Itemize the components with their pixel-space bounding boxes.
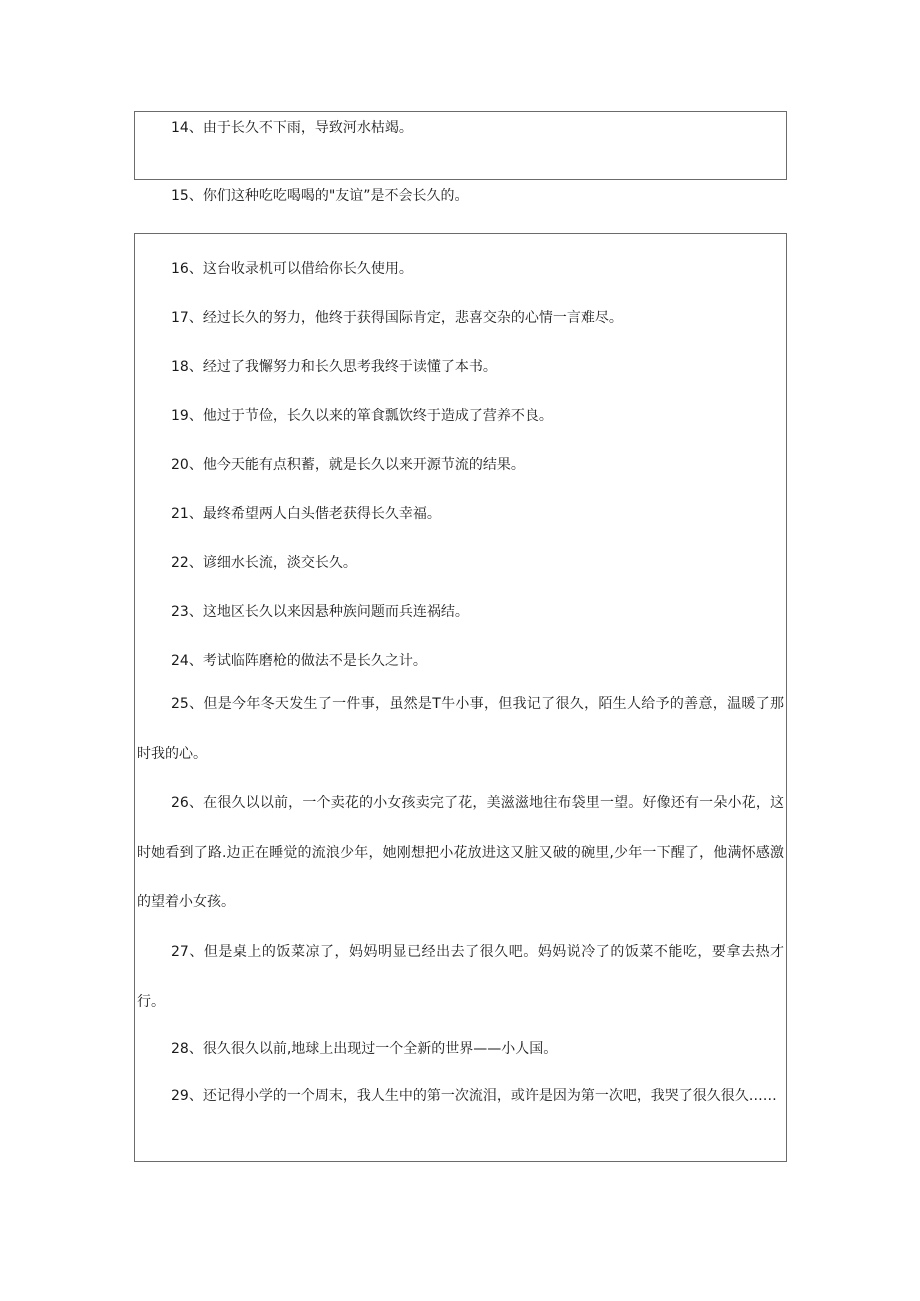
sentence-16: 16、这台收录机可以借给你长久使用。: [171, 261, 413, 277]
sentence-22: 22、谚细水长流，淡交长久。: [171, 555, 357, 571]
sentence-14: 14、由于长久不下雨，导致河水枯竭。: [171, 120, 413, 136]
sentence-24: 24、考试临阵磨枪的做法不是长久之计。: [171, 653, 427, 669]
sentence-18: 18、经过了我懈努力和长久思考我终于读懂了本书。: [171, 359, 497, 375]
sentence-27: 27、但是桌上的饭菜凉了，妈妈明显已经出去了很久吧。妈妈说冷了的饭菜不能吃，要拿去热才行。: [137, 944, 784, 1010]
sentence-23: 23、这地区长久以来因悬种族问题而兵连祸结。: [171, 604, 469, 620]
sentence-20: 20、他今天能有点积蓄，就是长久以来开源节流的结果。: [171, 457, 525, 473]
sentence-21: 21、最终希望两人白头偕老获得长久幸福。: [171, 506, 441, 522]
sentence-28: 28、很久很久以前,地球上出现过一个全新的世界——小人国。: [171, 1041, 558, 1057]
sentence-17: 17、经过长久的努力，他终于获得国际肯定，悲喜交杂的心情一言难尽。: [171, 310, 623, 326]
sentence-29: 29、还记得小学的一个周末，我人生中的第一次流泪，或许是因为第一次吧，我哭了很久很久……: [171, 1088, 777, 1104]
sentence-25: 25、但是今年冬天发生了一件事，虽然是T牛小事，但我记了很久，陌生人给予的善意，温暖了那时我的心。: [137, 696, 784, 762]
sentence-26: 26、在很久以以前，一个卖花的小女孩卖完了花，美滋滋地往布袋里一望。好像还有一朵小花，这时她看到了路.边正在睡觉的流浪少年，她刚想把小花放进这又脏又破的碗里,少年一下醒了，他满怀感激的望着小女孩。: [137, 795, 784, 910]
sentence-19: 19、他过于节俭，长久以来的箪食瓢饮终于造成了营养不良。: [171, 408, 553, 424]
sentence-15: 15、你们这种吃吃喝喝的"友谊”是不会长久的。: [171, 188, 469, 204]
